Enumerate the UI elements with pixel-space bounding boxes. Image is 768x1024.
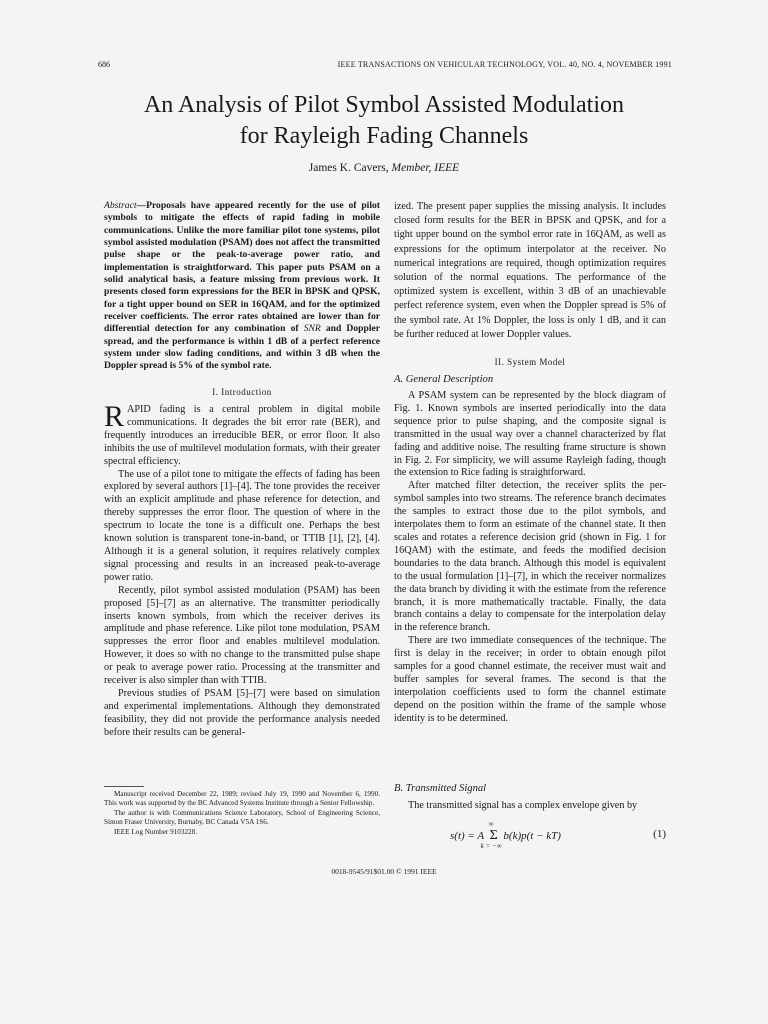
intro-paragraph-2: The use of a pilot tone to mitigate the effects of fading has been explored by several authors [1]–[4]. The tone provides the receiver with an explicit amplitude and phase reference for detection, and thereby suppresses the error floor. The question of where in the spectrum to locate the tone is a difficult one. Perhaps the best known solution is transparent tone-in-band, or TTIB [1], [2], [4]. Although it is a general solution, it requires relatively complex signal processing and results in an increased peak-to-average power ratio.	[104, 468, 380, 583]
footnote	[104, 790, 380, 837]
equation-rhs: b(k)p(t − kT)	[503, 830, 561, 842]
model-paragraph-2: After matched filter detection, the receiver splits the per-symbol samples into two streams. The reference branch decimates the samples to extract those due to the pilot symbols, and interpolates them to form an estimate of the channel state. It then scales and rotates a reference decision grid (shown in Fig. 1 for 16QAM) with the estimate, and feeds the modified decision boundaries to the data branch. Although this model is equivalent to the usual formulation [1]–[7], in which the receiver normalizes the data branch by dividing it with the estimate from the reference branch, it is more mathematically tractable. Finally, the data branch contains a delay to compensate for the interpolation delay in the reference branch.	[394, 480, 666, 634]
sum-lower-limit: k = −∞	[480, 842, 502, 850]
author-membership: Member, IEEE	[391, 162, 460, 174]
abstract-label: Abstract	[104, 200, 137, 211]
equation-number: (1)	[653, 828, 666, 840]
paper-title	[0, 90, 768, 152]
author-byline	[0, 162, 768, 174]
sum-upper-limit: ∞	[488, 820, 494, 828]
copyright-footer: 0018-9545/91$01.00 © 1991 IEEE	[331, 867, 437, 876]
abstract	[104, 200, 380, 373]
abstract-dash: —	[136, 200, 147, 211]
drop-cap: R	[104, 400, 125, 433]
summation	[480, 820, 502, 850]
section-heading-introduction: I. Introduction	[212, 387, 272, 397]
page-number: 686	[98, 60, 110, 69]
general-description-body	[394, 390, 666, 726]
model-paragraph-1: A PSAM system can be represented by the block diagram of Fig. 1. Known symbols are inserted periodically into the data sequence prior to pulse shaping, and the composite signal is transmitted in the usual way over a channel characterized by flat fading and additive noise. The resulting frame structure is shown in Fig. 2. For simplicity, we will assume Rayleigh fading, though the extension to Rice fading is straightforward.	[394, 390, 666, 479]
subsection-heading-general: A. General Description	[394, 374, 494, 385]
abstract-continuation: ized. The present paper supplies the missing analysis. It includes closed form results for the BER in BPSK and QPSK, and for a tight upper bound on the symbol error rate in 16QAM, as well as expressions for the optimum interpolator at the receiver. No numerical integrations are required, though optimization requires solution of the normal equations. The performance of the optimized system is excellent, within 3 dB of an unachievable perfect reference system, even when the Doppler spread is 5% of the symbol rate. At 1% Doppler, the loss is only 1 dB, and it can be further reduced at lower Doppler values.	[394, 201, 666, 340]
transmitted-signal-body	[394, 800, 666, 813]
model-paragraph-3: There are two immediate consequences of the technique. The first is delay in the receiver; in order to obtain enough pilot samples for a good channel estimate, the receiver must wait and buffer samples for several frames. The second is that the interpolation coefficients used to form the channel estimate depend on the position within the frame of the sample whose identity is to be determined.	[394, 635, 666, 724]
equation-expression	[450, 820, 561, 850]
running-header: IEEE TRANSACTIONS ON VEHICULAR TECHNOLOGY, VOL. 40, NO. 4, NOVEMBER 1991	[337, 60, 672, 69]
abstract-part-2: and Doppler spread, and the performance is within 1 dB of a perfect reference system under slow fading conditions, and within 3 dB when the Doppler spread is 5% of the symbol rate.	[104, 323, 381, 372]
abstract-snr: SNR	[303, 323, 321, 335]
intro-paragraph-4: Previous studies of PSAM [5]–[7] were based on simulation and experimental implementations. Although they demonstrated feasibility, they did not provide the performance analysis needed before their results can be general-	[104, 687, 380, 738]
title-line-1: An Analysis of Pilot Symbol Assisted Modulation	[143, 92, 625, 118]
introduction-body	[104, 400, 380, 740]
author-name: James K. Cavers,	[308, 162, 389, 174]
intro-paragraph-1: RAPID fading is a central problem in digital mobile communications. It degrades the bit error rate (BER), and frequently introduces an irreducible BER, or error floor. It also inhibits the use of multilevel modulation formats, with their greater spectral efficiency.	[104, 400, 380, 467]
abstract-part-1: Proposals have appeared recently for the use of pilot symbols to mitigate the effects of rapid fading in mobile communications. Unlike the more familiar pilot tone systems, pilot symbol assisted modulation (PSAM) does not affect the transmitted pulse shape or the peak-to-average power ratio, and implementation is straightforward. This paper puts PSAM on a solid analytical basis, a feature missing from previous work. It presents closed form expressions for the BER in BPSK and QPSK, for a tight upper bound on SER in 16QAM, and for the optimized receiver coefficients. The error rates obtained are lower than for differential detection for any combination of	[104, 200, 380, 335]
intro-paragraph-3: Recently, pilot symbol assisted modulation (PSAM) has been proposed [5]–[7] as an alternative. The transmitter periodically inserts known symbols, from which the receiver derives its amplitude and phase reference. Like pilot tone modulation, PSAM suppresses the error floor and enables multilevel modulation. However, it does so with no change to the transmitted pulse shape or peak to average power ratio. Processing at the transmitter and receiver is also simpler than with TTIB.	[104, 584, 380, 687]
title-line-2: for Rayleigh Fading Channels	[239, 123, 529, 149]
sum-symbol: Σ	[489, 828, 498, 843]
equation-1	[394, 822, 666, 852]
equation-lhs: s(t) = A	[450, 830, 484, 842]
subsection-heading-transmitted: B. Transmitted Signal	[394, 783, 487, 794]
footnote-affiliation: The author is with Communications Science Laboratory, School of Engineering Science, Simon Fraser University, Burnaby, BC Canada V5A 1S6.	[104, 808, 380, 827]
footnote-rule	[104, 786, 144, 787]
footnote-log-number: IEEE Log Number 9103228.	[114, 827, 198, 836]
footnote-manuscript: Manuscript received December 22, 1989; revised July 19, 1990 and November 6, 1990. This work was supported by the BC Advanced Systems Institute through a Senior Fellowship.	[104, 790, 380, 808]
section-heading-system-model: II. System Model	[494, 357, 566, 367]
transmitted-paragraph-1: The transmitted signal has a complex envelope given by	[408, 800, 638, 811]
